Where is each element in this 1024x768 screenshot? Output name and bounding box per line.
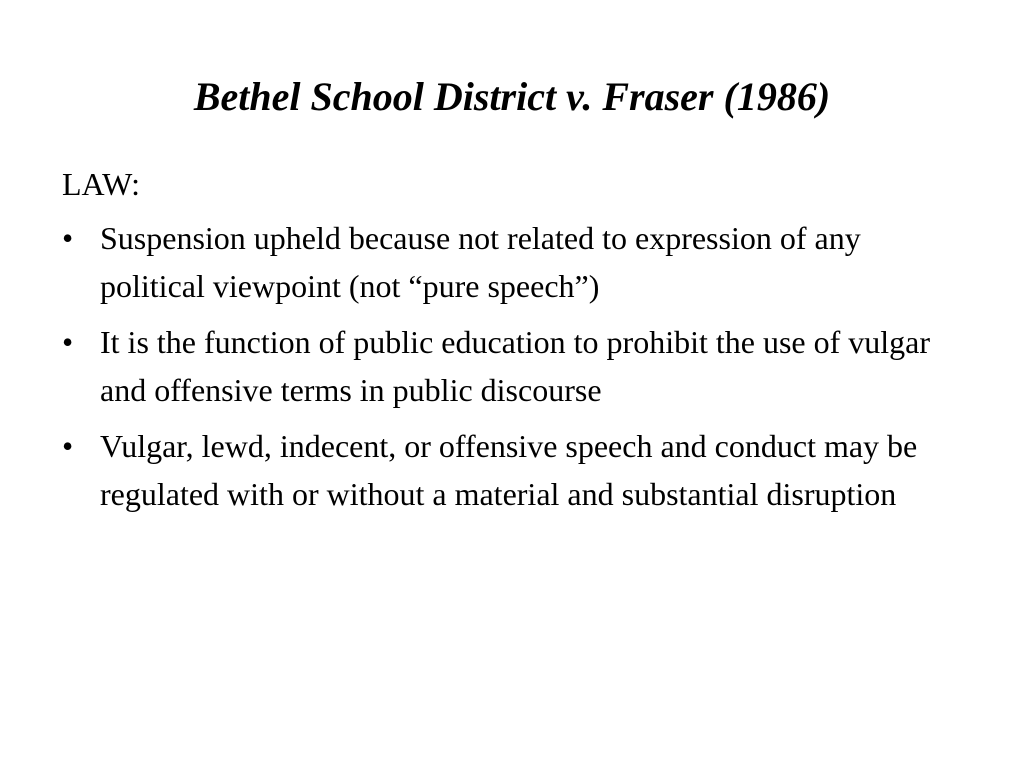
section-heading: LAW: xyxy=(62,166,140,202)
bullet-item xyxy=(62,318,962,414)
bullet-text: Suspension upheld because not related to expression of any political viewpoint (not “pure speech”) xyxy=(100,220,861,304)
slide-body xyxy=(62,160,962,526)
slide-title: Bethel School District v. Fraser (1986) xyxy=(193,74,831,119)
bullet-text: It is the function of public education to prohibit the use of vulgar and offensive terms in public discourse xyxy=(100,324,931,408)
bullet-item xyxy=(62,214,962,310)
bullet-marker: • xyxy=(62,220,74,256)
bullet-list xyxy=(62,214,962,518)
bullet-marker: • xyxy=(62,324,74,360)
bullet-text: Vulgar, lewd, indecent, or offensive speech and conduct may be regulated with or without a material and substantial disruption xyxy=(100,428,918,512)
bullet-item xyxy=(62,422,962,518)
bullet-marker: • xyxy=(62,428,74,464)
